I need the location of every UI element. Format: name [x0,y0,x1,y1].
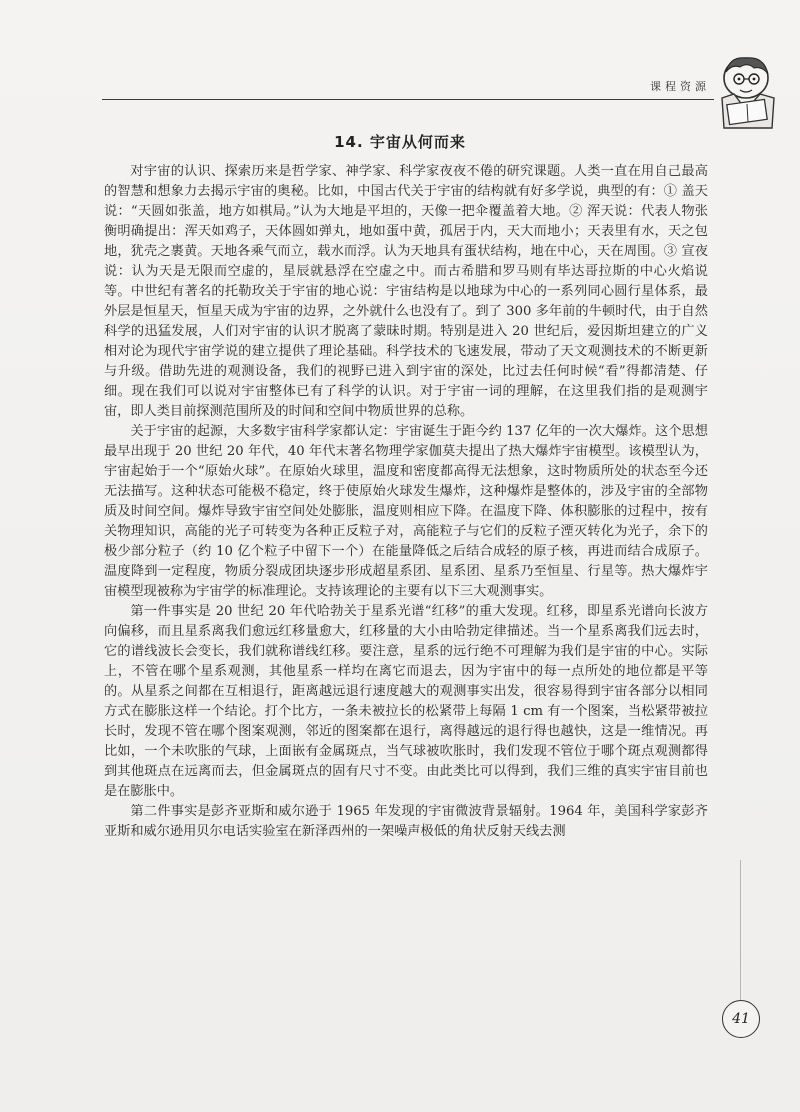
article-body [104,162,708,842]
margin-rule [740,860,741,1000]
article-title: 14. 宇宙从何而来 [334,133,466,151]
paragraph: 第一件事实是 20 世纪 20 年代哈勃关于星系光谱“红移”的重大发现。红移，即星系光谱向长波方向偏移，而且星系离我们愈远红移量愈大，红移量的大小由哈勃定律描述。当一个星系离我们远去时，它的谱线波长会变长，我们就称谱线红移。要注意，星系的远行绝不可理解为我们是宇宙的中心。实际上，不管在哪个星系观测，其他星系一样均在离它而退去，因为宇宙中的每一点所处的地位都是平等的。从星系之间都在互相退行，距离越远退行速度越大的观测事实出发，很容易得到宇宙各部分以相同方式在膨胀这样一个结论。打个比方，一条未被拉长的松紧带上每隔 1 cm 有一个图案，当松紧带被拉长时，发现不管在哪个图案观测，邻近的图案都在退行，离得越远的退行得也越快，这是一维情况。再比如，一个未吹胀的气球，上面嵌有金属斑点，当气球被吹胀时，我们发现不管位于哪个斑点观测都得到其他斑点在远离而去，但金属斑点的固有尺寸不变。由此类比可以得到，我们三维的真实宇宙目前也是在膨胀中。 [104,604,708,799]
section-label: 课程资源 [650,80,710,93]
page-number: 41 [722,1000,760,1038]
reading-boy-illustration [712,52,782,130]
paragraph: 关于宇宙的起源，大多数宇宙科学家都认定：宇宙诞生于距今约 137 亿年的一次大爆炸。这个思想最早出现于 20 世纪 20 年代，40 年代末著名物理学家伽莫夫提出了热大爆炸宇宙模型。该模型认为，宇宙起始于一个“原始火球”。在原始火球里，温度和密度都高得无法想象，这时物质所处的状态至今还无法描写。这种状态可能极不稳定，终于使原始火球发生爆炸，这种爆炸是整体的，涉及宇宙的全部物质及时间空间。爆炸导致宇宙空间处处膨胀，温度则相应下降。在温度下降、体积膨胀的过程中，按有关物理知识，高能的光子可转变为各种正反粒子对，高能粒子与它们的反粒子湮灭转化为光子，余下的极少部分粒子（约 10 亿个粒子中留下一个）在能量降低之后结合成轻的原子核，再进而结合成原子。温度降到一定程度，物质分裂成团块逐步形成超星系团、星系团、星系乃至恒星、行星等。热大爆炸宇宙模型现被称为宇宙学的标准理论。支持该理论的主要有以下三大观测事实。 [104,424,708,599]
paragraph: 第二件事实是彭齐亚斯和威尔逊于 1965 年发现的宇宙微波背景辐射。1964 年，美国科学家彭齐亚斯和威尔逊用贝尔电话实验室在新泽西州的一架噪声极低的角状反射天线去测 [104,804,708,839]
header-rule [102,99,714,100]
paragraph: 对宇宙的认识、探索历来是哲学家、神学家、科学家夜夜不倦的研究课题。人类一直在用自己最高的智慧和想象力去揭示宇宙的奥秘。比如，中国古代关于宇宙的结构就有好多学说，典型的有：① 盖天说：“天圆如张盖，地方如棋局。”认为大地是平坦的，天像一把伞覆盖着大地。② 浑天说：代表人物张衡明确提出：浑天如鸡子，天体圆如弹丸，地如蛋中黄，孤居于内，天大而地小；天表里有水，天之包地，犹壳之裹黄。天地各乘气而立，载水而浮。认为天地具有蛋状结构，地在中心，天在周围。③ 宣夜说：认为天是无限而空虚的，星辰就悬浮在空虚之中。而古希腊和罗马则有毕达哥拉斯的中心火焰说等。中世纪有著名的托勒玫关于宇宙的地心说：宇宙结构是以地球为中心的一系列同心圆行星体系，最外层是恒星天，恒星天成为宇宙的边界，之外就什么也没有了。到了 300 多年前的牛顿时代，由于自然科学的迅猛发展，人们对宇宙的认识才脱离了蒙昧时期。特别是进入 20 世纪后，爱因斯坦建立的广义相对论为现代宇宙学说的建立提供了理论基础。科学技术的飞速发展，带动了天文观测技术的不断更新与升级。借助先进的观测设备，我们的视野已进入到宇宙的深处，比过去任何时候“看”得都清楚、仔细。现在我们可以说对宇宙整体已有了科学的认识。对于宇宙一词的理解，在这里我们指的是观测宇宙，即人类目前探测范围所及的时间和空间中物质世界的总称。 [104,164,708,419]
